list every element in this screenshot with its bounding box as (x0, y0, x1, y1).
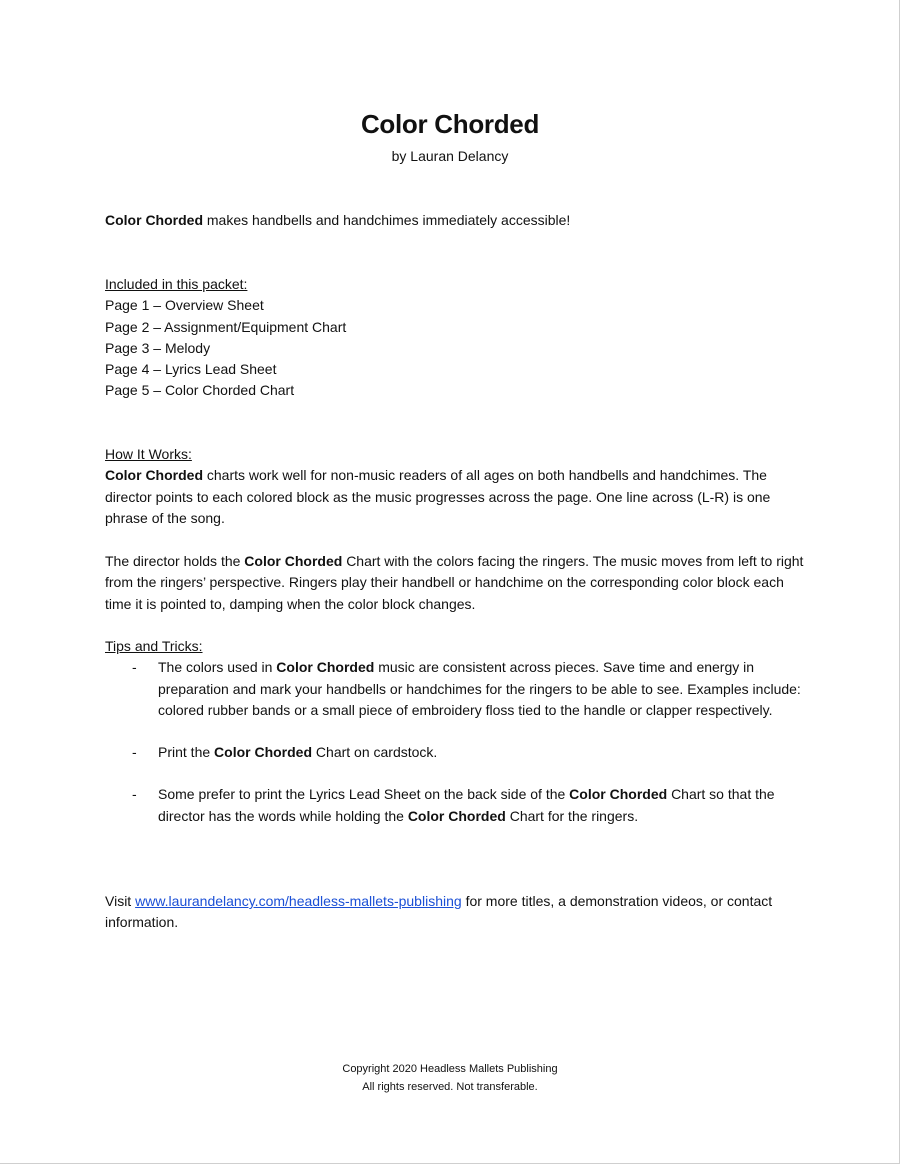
dash-bullet: - (132, 786, 137, 803)
list-item (105, 742, 805, 763)
brand-name: Color Chorded (214, 744, 313, 761)
copyright-footer (0, 1060, 900, 1096)
how-paragraph-2 (105, 551, 805, 615)
rights-line: All rights reserved. Not transferable. (362, 1081, 538, 1093)
website-link[interactable]: www.laurandelancy.com/headless-mallets-publishing (135, 893, 462, 909)
list-item: Page 1 – Overview Sheet (105, 297, 264, 314)
brand-name: Color Chorded (569, 786, 668, 803)
list-item (105, 784, 805, 827)
visit-prefix: Visit (105, 893, 132, 909)
page-title: Color Chorded (360, 109, 540, 139)
included-heading: Included in this packet: (105, 276, 248, 292)
visit-suffix: for more titles, a demonstration videos, or contact information. (105, 893, 773, 931)
how-text-2a: The director holds the (105, 553, 241, 569)
list-item (105, 657, 805, 721)
how-text-2b: Chart with the colors facing the ringers. The music moves from left to right from the ringers’ perspective. Ringers play their handbell or handchime on the corresponding color block each time it is pointed to, damping when the color block changes. (105, 553, 804, 612)
tips-heading: Tips and Tricks: (105, 638, 203, 654)
brand-name: Color Chorded (407, 807, 506, 824)
brand-name: Color Chorded (276, 659, 375, 676)
intro-paragraph (105, 210, 805, 231)
how-heading: How It Works: (105, 446, 192, 462)
tip-text: Chart on cardstock. (315, 744, 438, 761)
list-item: Page 5 – Color Chorded Chart (105, 382, 295, 399)
tips-section (105, 636, 805, 848)
list-item: Page 3 – Melody (105, 339, 211, 356)
included-section (105, 274, 805, 402)
tips-list (105, 657, 805, 827)
copyright-line: Copyright 2020 Headless Mallets Publishing (342, 1063, 558, 1075)
dash-bullet: - (132, 744, 137, 761)
tip-text: The colors used in (158, 659, 273, 676)
tip-text: Print the (158, 744, 211, 761)
list-item: Page 4 – Lyrics Lead Sheet (105, 361, 277, 378)
brand-name: Color Chorded (105, 212, 203, 228)
how-it-works-section (105, 444, 805, 529)
how-text-1: charts work well for non-music readers of all ages on both handbells and handchimes. The director points to each colored block as the music progresses across the page. One line across (L-R) is one phrase of the song. (105, 467, 771, 526)
list-item: Page 2 – Assignment/Equipment Chart (105, 318, 347, 335)
brand-name: Color Chorded (105, 467, 203, 484)
tip-text: music are consistent across pieces. Save time and energy in preparation and mark your handbells or handchimes for the ringers to be able to see. Examples include: colored rubber bands or a small piece of embroidery floss tied to the handle or clapper respectively. (158, 659, 801, 718)
author-byline: by Lauran Delancy (391, 148, 509, 164)
how-paragraph-1 (105, 465, 805, 529)
dash-bullet: - (132, 659, 137, 676)
tip-text: Chart so that the director has the words while holding the (158, 786, 775, 824)
intro-text: makes handbells and handchimes immediately accessible! (206, 212, 571, 228)
visit-paragraph (105, 891, 805, 934)
brand-name: Color Chorded (244, 553, 343, 569)
tip-text: Some prefer to print the Lyrics Lead Sheet on the back side of the (158, 786, 566, 803)
tip-text: Chart for the ringers. (509, 807, 639, 824)
